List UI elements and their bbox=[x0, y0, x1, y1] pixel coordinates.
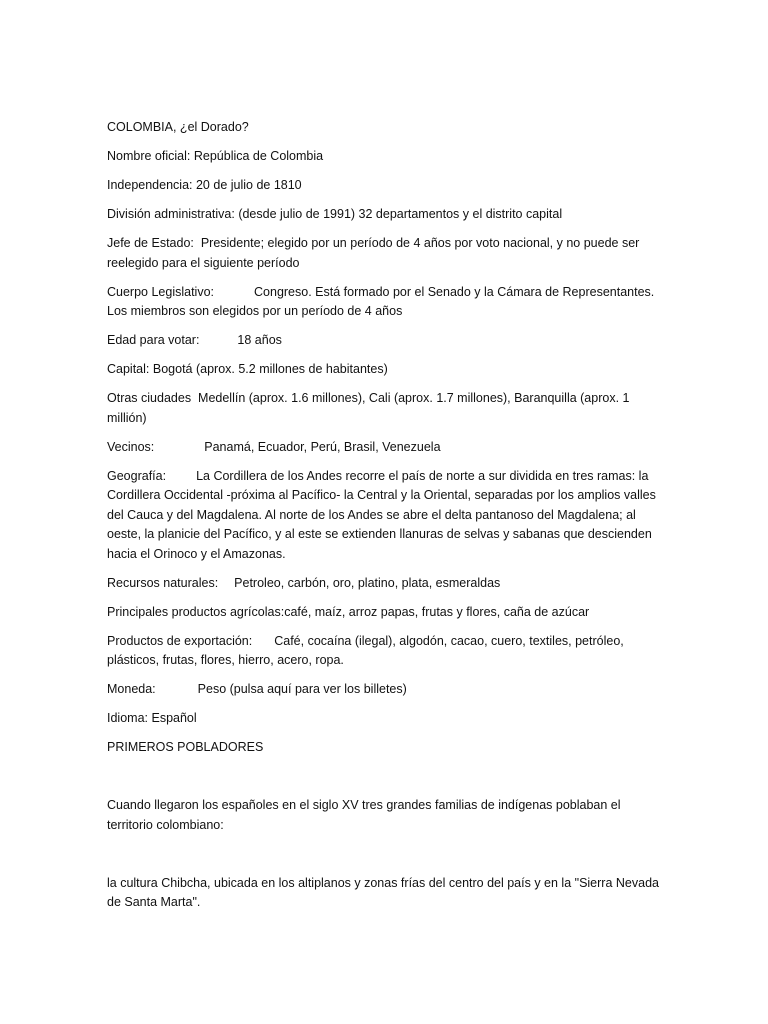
field-edad-para-votar bbox=[107, 331, 667, 351]
field-independencia bbox=[107, 176, 667, 196]
field-value: (desde julio de 1991) 32 departamentos y el distrito capital bbox=[238, 207, 563, 221]
field-value: café, maíz, arroz papas, frutas y flores, caña de azúcar bbox=[284, 604, 590, 619]
field-label: Moneda: bbox=[107, 682, 156, 696]
field-label: Independencia: bbox=[107, 178, 193, 192]
field-label: Vecinos: bbox=[107, 439, 155, 454]
field-label: Capital: bbox=[107, 362, 150, 376]
field-label: Cuerpo Legislativo: bbox=[107, 284, 215, 299]
field-otras-ciudades bbox=[107, 389, 667, 428]
field-value: Bogotá (aprox. 5.2 millones de habitantes) bbox=[152, 362, 388, 376]
field-label: Recursos naturales: bbox=[107, 575, 219, 590]
field-value: República de Colombia bbox=[193, 149, 324, 163]
field-productos-agricolas bbox=[107, 603, 667, 623]
document-title: COLOMBIA, ¿el Dorado? bbox=[107, 120, 249, 134]
field-value: Presidente; elegido por un período de 4 años por voto nacional, y no puede ser reelegido para el siguiente período bbox=[107, 236, 640, 270]
field-geografia bbox=[107, 467, 667, 565]
field-label: División administrativa: bbox=[107, 207, 235, 221]
spacer bbox=[107, 845, 667, 874]
field-value: Congreso. Está formado por el Senado y la Cámara de Representantes. Los miembros son elegidos por un período de 4 años bbox=[107, 284, 655, 318]
field-label: Jefe de Estado: bbox=[107, 236, 194, 250]
section-heading: PRIMEROS POBLADORES bbox=[107, 740, 264, 754]
field-value: Petroleo, carbón, oro, platino, plata, esmeraldas bbox=[234, 575, 501, 590]
field-value: Peso (pulsa aquí para ver los billetes) bbox=[197, 682, 407, 696]
field-label: Edad para votar: bbox=[107, 333, 200, 347]
spacer bbox=[107, 767, 667, 796]
field-jefe-de-estado bbox=[107, 234, 667, 273]
field-vecinos bbox=[107, 438, 667, 458]
field-value: 18 años bbox=[237, 333, 282, 347]
field-value: Café, cocaína (ilegal), algodón, cacao, cuero, textiles, petróleo, plásticos, frutas, flores, hierro, acero, ropa. bbox=[107, 633, 624, 667]
field-value: 20 de julio de 1810 bbox=[195, 178, 302, 192]
field-label: Nombre oficial: bbox=[107, 149, 191, 163]
document-page bbox=[107, 118, 667, 922]
field-cuerpo-legislativo bbox=[107, 283, 667, 322]
field-value: Panamá, Ecuador, Perú, Brasil, Venezuela bbox=[204, 439, 441, 454]
field-capital bbox=[107, 360, 667, 380]
paragraph-intro: Cuando llegaron los españoles en el siglo XV tres grandes familias de indígenas poblaban el territorio colombiano: bbox=[107, 798, 621, 832]
field-label: Idioma: bbox=[107, 711, 148, 725]
field-label: Principales productos agrícolas: bbox=[107, 604, 285, 619]
field-value: Español bbox=[151, 711, 197, 725]
field-productos-exportacion bbox=[107, 632, 667, 671]
field-value: Medellín (aprox. 1.6 millones), Cali (aprox. 1.7 millones), Baranquilla (aprox. 1 millión) bbox=[107, 391, 630, 425]
field-moneda bbox=[107, 680, 667, 700]
paragraph-chibcha: la cultura Chibcha, ubicada en los altiplanos y zonas frías del centro del país y en la "Sierra Nevada de Santa Marta". bbox=[107, 875, 659, 909]
field-division-administrativa bbox=[107, 205, 667, 225]
field-label: Otras ciudades bbox=[107, 391, 192, 405]
field-recursos-naturales bbox=[107, 574, 667, 594]
field-label: Productos de exportación: bbox=[107, 633, 253, 648]
field-label: Geografía: bbox=[107, 468, 167, 483]
field-value: La Cordillera de los Andes recorre el país de norte a sur dividida en tres ramas: la Cordillera Occidental -próxima al Pacífico- la Central y la Oriental, separadas por los amplios valles del Cauca y del Magdalena. Al norte de los Andes se abre el delta pantanoso del Magdalena; al oeste, la planicie del Pacífico, y al este se extienden llanuras de selvas y sabanas que descienden hacia el Orinoco y el Amazonas. bbox=[107, 468, 656, 561]
field-idioma bbox=[107, 709, 667, 729]
field-nombre-oficial bbox=[107, 147, 667, 167]
